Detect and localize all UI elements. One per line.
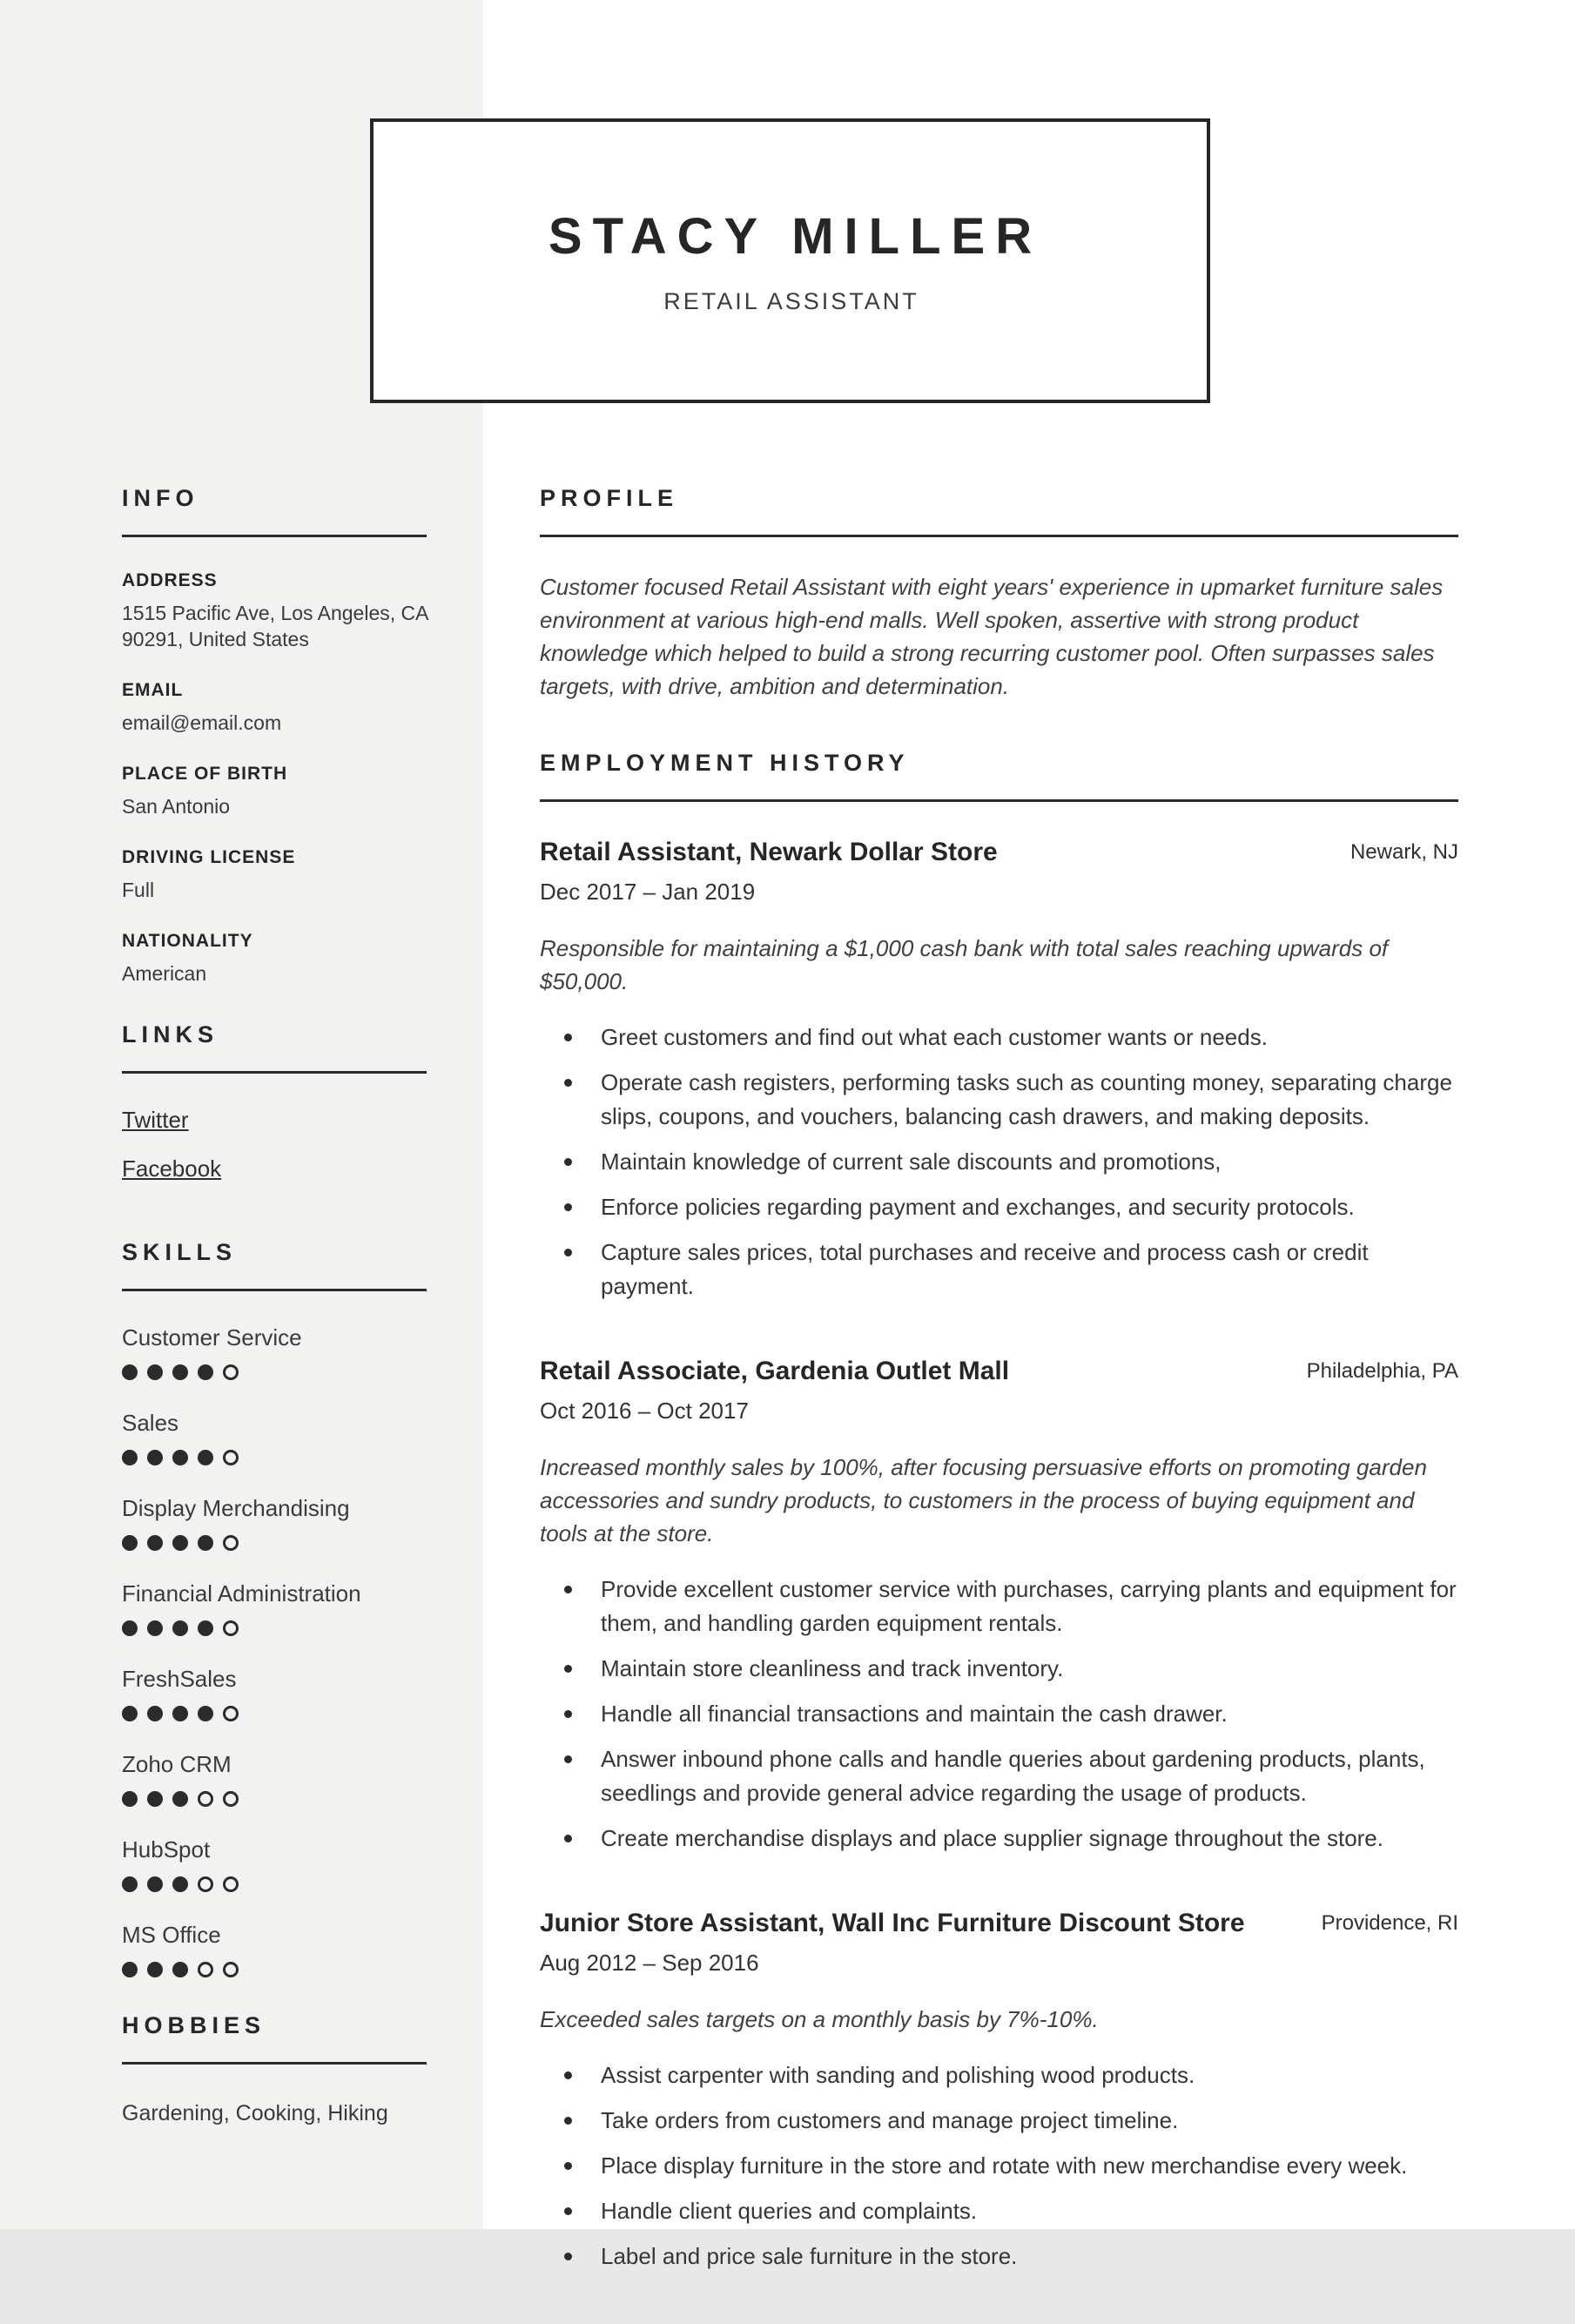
section-divider [122, 1071, 427, 1074]
job-entry [540, 1354, 1458, 1856]
employment-heading: EMPLOYMENT HISTORY [540, 750, 910, 776]
bullet-item [540, 1021, 1458, 1054]
skill-rating [122, 1706, 448, 1721]
bullet-text: Create merchandise displays and place supplier signage throughout the store. [601, 1825, 1383, 1851]
bullet-item [540, 1573, 1458, 1640]
bullet-dot-icon [564, 1034, 572, 1041]
skill-dot-filled [147, 1791, 163, 1807]
skill-dot-filled [122, 1962, 138, 1977]
bullet-text: Assist carpenter with sanding and polishing wood products. [601, 2062, 1195, 2088]
skill-item [122, 1580, 448, 1636]
job-summary: Increased monthly sales by 100%, after focusing persuasive efforts on promoting garden accessories and sundry products, to customers in the process of buying equipment and tools at the store. [540, 1454, 1427, 1546]
skill-name: Sales [122, 1410, 179, 1436]
skill-dot-filled [172, 1962, 188, 1977]
skill-dot-filled [198, 1620, 213, 1636]
skill-dot-filled [198, 1450, 213, 1465]
bullet-text: Handle all financial transactions and maintain the cash drawer. [601, 1701, 1228, 1727]
skill-rating [122, 1364, 448, 1380]
skill-name: Financial Administration [122, 1580, 361, 1607]
skill-dot-filled [198, 1535, 213, 1551]
skill-name: Display Merchandising [122, 1495, 350, 1521]
skill-rating [122, 1620, 448, 1636]
bullet-text: Answer inbound phone calls and handle queries about gardening products, plants, seedlings and provide general advice regarding the usage of products. [601, 1746, 1425, 1806]
skill-name: MS Office [122, 1922, 221, 1948]
bullet-text: Enforce policies regarding payment and exchanges, and security protocols. [601, 1194, 1355, 1220]
skill-dot-filled [122, 1450, 138, 1465]
skill-dot-empty [223, 1791, 239, 1807]
bullet-dot-icon [564, 1203, 572, 1211]
skill-item [122, 1495, 448, 1551]
section-divider [122, 2062, 427, 2065]
skill-dot-filled [172, 1364, 188, 1380]
skill-dot-filled [122, 1620, 138, 1636]
job-location: Philadelphia, PA [1306, 1359, 1458, 1383]
bullet-text: Maintain knowledge of current sale discounts and promotions, [601, 1149, 1222, 1175]
job-header [540, 1354, 1458, 1389]
person-name: STACY MILLER [548, 207, 1043, 265]
job-entry [540, 835, 1458, 1303]
bullet-item [540, 2149, 1458, 2183]
skill-dot-empty [223, 1364, 239, 1380]
skill-dot-empty [198, 1876, 213, 1892]
skill-dot-empty [198, 1962, 213, 1977]
skill-rating [122, 1962, 448, 1977]
links-section [122, 1021, 448, 1204]
bullet-text: Label and price sale furniture in the store. [601, 2243, 1018, 2269]
job-summary: Exceeded sales targets on a monthly basis by 7%-10%. [540, 2006, 1099, 2032]
field-label: PLACE OF BIRTH [122, 764, 288, 784]
skill-name: Zoho CRM [122, 1751, 232, 1777]
profile-heading: PROFILE [540, 485, 679, 511]
bullet-item [540, 1145, 1458, 1179]
job-dates: Aug 2012 – Sep 2016 [540, 1950, 759, 1976]
skill-name: Customer Service [122, 1324, 302, 1351]
bullet-list [540, 1021, 1458, 1303]
skill-dot-filled [198, 1706, 213, 1721]
person-role: RETAIL ASSISTANT [663, 287, 919, 314]
field-label: DRIVING LICENSE [122, 847, 296, 867]
bullet-list [540, 1573, 1458, 1856]
bullet-item [540, 1236, 1458, 1303]
bullet-item [540, 1066, 1458, 1134]
links-heading: LINKS [122, 1021, 219, 1047]
social-link[interactable]: Twitter [122, 1107, 189, 1133]
skill-item [122, 1922, 448, 1977]
bullet-text: Operate cash registers, performing tasks such as counting money, separating charge slips, coupons, and vouchers, balancing cash drawers, and making deposits. [601, 1069, 1452, 1129]
skill-dot-filled [147, 1535, 163, 1551]
job-location: Newark, NJ [1350, 840, 1458, 864]
skill-item [122, 1666, 448, 1721]
bullet-item [540, 1822, 1458, 1856]
job-dates: Oct 2016 – Oct 2017 [540, 1398, 749, 1424]
employment-section [540, 750, 1458, 2273]
bullet-dot-icon [564, 1249, 572, 1256]
skill-dot-empty [223, 1962, 239, 1977]
info-field [122, 847, 448, 903]
bullet-dot-icon [564, 2207, 572, 2215]
bullet-dot-icon [564, 2253, 572, 2260]
skill-dot-filled [147, 1876, 163, 1892]
links-list [122, 1107, 448, 1204]
info-field [122, 931, 448, 987]
bullet-item [540, 1742, 1458, 1810]
header-box [370, 118, 1210, 403]
bullet-item [540, 2194, 1458, 2228]
job-entry [540, 1906, 1458, 2273]
bullet-text: Take orders from customers and manage project timeline. [601, 2107, 1179, 2133]
skills-section [122, 1239, 448, 1977]
skill-dot-empty [223, 1535, 239, 1551]
skill-item [122, 1410, 448, 1465]
skill-dot-filled [122, 1364, 138, 1380]
profile-section [540, 485, 1458, 703]
field-value: Full [122, 879, 155, 901]
skill-dot-filled [122, 1535, 138, 1551]
skill-dot-filled [172, 1535, 188, 1551]
job-title: Junior Store Assistant, Wall Inc Furniture Discount Store [540, 1909, 1245, 1937]
skill-dot-filled [122, 1876, 138, 1892]
field-value: 1515 Pacific Ave, Los Angeles, CA 90291, United States [122, 602, 428, 650]
skill-dot-empty [223, 1876, 239, 1892]
skills-list [122, 1324, 448, 1977]
bullet-item [540, 2240, 1458, 2273]
info-heading: INFO [122, 485, 199, 511]
main-column [540, 485, 1458, 2324]
skill-dot-filled [172, 1706, 188, 1721]
skill-item [122, 1836, 448, 1892]
bullet-dot-icon [564, 1665, 572, 1673]
field-value: American [122, 962, 207, 985]
bullet-item [540, 2058, 1458, 2092]
bullet-list [540, 2058, 1458, 2273]
skill-rating [122, 1535, 448, 1551]
bullet-item [540, 2104, 1458, 2138]
link-row [122, 1107, 448, 1155]
bullet-dot-icon [564, 2162, 572, 2170]
skill-dot-filled [172, 1620, 188, 1636]
profile-text: Customer focused Retail Assistant with eight years' experience in upmarket furniture sales environment at various high-end malls. Well spoken, assertive with strong product knowledge which helped to build a strong recurring customer pool. Often surpasses sales targets, with drive, ambition and determination. [540, 574, 1444, 699]
skill-dot-empty [198, 1791, 213, 1807]
bullet-item [540, 1190, 1458, 1224]
hobbies-section [122, 2012, 448, 2129]
skill-item [122, 1751, 448, 1807]
bullet-dot-icon [564, 1586, 572, 1593]
skill-dot-filled [147, 1706, 163, 1721]
skill-dot-empty [223, 1620, 239, 1636]
bullet-item [540, 1697, 1458, 1731]
skill-dot-filled [172, 1876, 188, 1892]
bullet-dot-icon [564, 1710, 572, 1718]
job-title: Retail Assistant, Newark Dollar Store [540, 838, 998, 866]
bullet-dot-icon [564, 1835, 572, 1842]
field-value: San Antonio [122, 795, 231, 818]
skill-dot-filled [172, 1450, 188, 1465]
skill-name: FreshSales [122, 1666, 237, 1692]
hobbies-heading: HOBBIES [122, 2012, 266, 2038]
skill-dot-filled [122, 1791, 138, 1807]
section-divider [540, 799, 1458, 802]
info-field [122, 570, 448, 652]
skill-dot-filled [147, 1450, 163, 1465]
bullet-text: Greet customers and find out what each customer wants or needs. [601, 1024, 1268, 1050]
skill-dot-empty [223, 1706, 239, 1721]
skill-rating [122, 1450, 448, 1465]
skill-dot-filled [122, 1706, 138, 1721]
job-header [540, 835, 1458, 870]
job-header [540, 1906, 1458, 1941]
skill-rating [122, 1791, 448, 1807]
jobs-list [540, 835, 1458, 2273]
section-divider [122, 535, 427, 537]
field-value: email@email.com [122, 711, 282, 734]
skill-dot-filled [198, 1364, 213, 1380]
bullet-dot-icon [564, 1079, 572, 1087]
job-dates: Dec 2017 – Jan 2019 [540, 879, 756, 905]
bullet-dot-icon [564, 2071, 572, 2079]
skill-dot-filled [172, 1791, 188, 1807]
field-label: EMAIL [122, 680, 184, 700]
bullet-dot-icon [564, 1158, 572, 1166]
field-label: NATIONALITY [122, 931, 253, 951]
social-link[interactable]: Facebook [122, 1155, 222, 1182]
skill-dot-filled [147, 1364, 163, 1380]
bullet-text: Maintain store cleanliness and track inventory. [601, 1655, 1064, 1681]
skill-rating [122, 1876, 448, 1892]
field-label: ADDRESS [122, 570, 218, 590]
job-title: Retail Associate, Gardenia Outlet Mall [540, 1357, 1010, 1385]
link-row [122, 1155, 448, 1204]
bullet-text: Capture sales prices, total purchases and receive and process cash or credit payment. [601, 1239, 1369, 1299]
bullet-item [540, 1652, 1458, 1686]
skill-item [122, 1324, 448, 1380]
skill-dot-empty [223, 1450, 239, 1465]
skill-dot-filled [147, 1962, 163, 1977]
info-field [122, 764, 448, 819]
section-divider [540, 535, 1458, 537]
info-fields [122, 570, 448, 987]
bullet-dot-icon [564, 1755, 572, 1763]
bullet-text: Provide excellent customer service with purchases, carrying plants and equipment for them, and handling garden equipment rentals. [601, 1576, 1457, 1636]
info-field [122, 680, 448, 736]
skill-dot-filled [147, 1620, 163, 1636]
info-section [122, 485, 448, 987]
bullet-dot-icon [564, 2117, 572, 2125]
hobbies-text: Gardening, Cooking, Hiking [122, 2101, 388, 2125]
bullet-text: Handle client queries and complaints. [601, 2198, 978, 2224]
skills-heading: SKILLS [122, 1239, 238, 1265]
bullet-text: Place display furniture in the store and rotate with new merchandise every week. [601, 2152, 1408, 2179]
section-divider [122, 1289, 427, 1291]
skill-name: HubSpot [122, 1836, 211, 1863]
job-summary: Responsible for maintaining a $1,000 cash bank with total sales reaching upwards of $50,000. [540, 935, 1389, 994]
job-location: Providence, RI [1321, 1911, 1458, 1935]
